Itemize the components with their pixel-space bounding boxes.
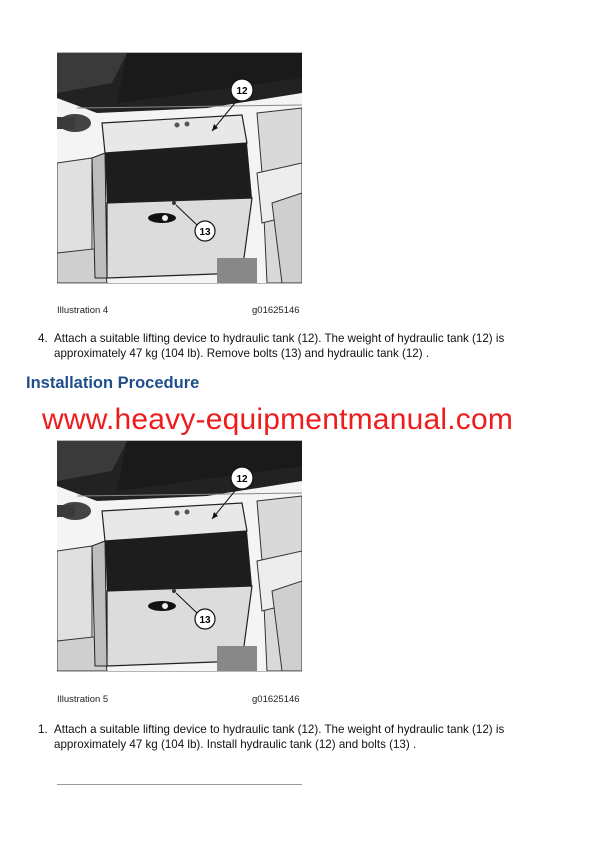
callout-12-label: 12 — [236, 86, 248, 97]
section-heading-installation: Installation Procedure — [26, 374, 200, 392]
removal-step-number: 4. — [38, 332, 48, 345]
removal-step-text: Attach a suitable lifting device to hydraulic tank (12). The weight of hydraulic tank (12) is approximately 47 kg (104 lb). Remove bolts (13) and hydraulic tank (12) . — [54, 332, 505, 360]
callout-13-label: 13 — [199, 615, 211, 626]
install-step-text: Attach a suitable lifting device to hydraulic tank (12). The weight of hydraulic tank (12) is approximately 47 kg (104 lb). Install hydraulic tank (12) and bolts (13) . — [54, 723, 505, 751]
hydraulic-tank-drawing — [57, 441, 302, 671]
illustration-4-image — [57, 52, 302, 284]
callout-12-label: 12 — [236, 474, 248, 485]
callout-13-label: 13 — [199, 227, 211, 238]
illustration-4-caption: Illustration 4 — [57, 305, 109, 316]
install-step-number: 1. — [38, 723, 48, 736]
illustration-5-caption: Illustration 5 — [57, 694, 109, 705]
illustration-5-image — [57, 440, 302, 672]
illustration-4-code: g01625146 — [252, 305, 300, 316]
hydraulic-tank-drawing — [57, 53, 302, 283]
watermark-url: www.heavy-equipmentmanual.com — [42, 403, 514, 436]
divider-line — [57, 784, 302, 785]
illustration-5-code: g01625146 — [252, 694, 300, 705]
